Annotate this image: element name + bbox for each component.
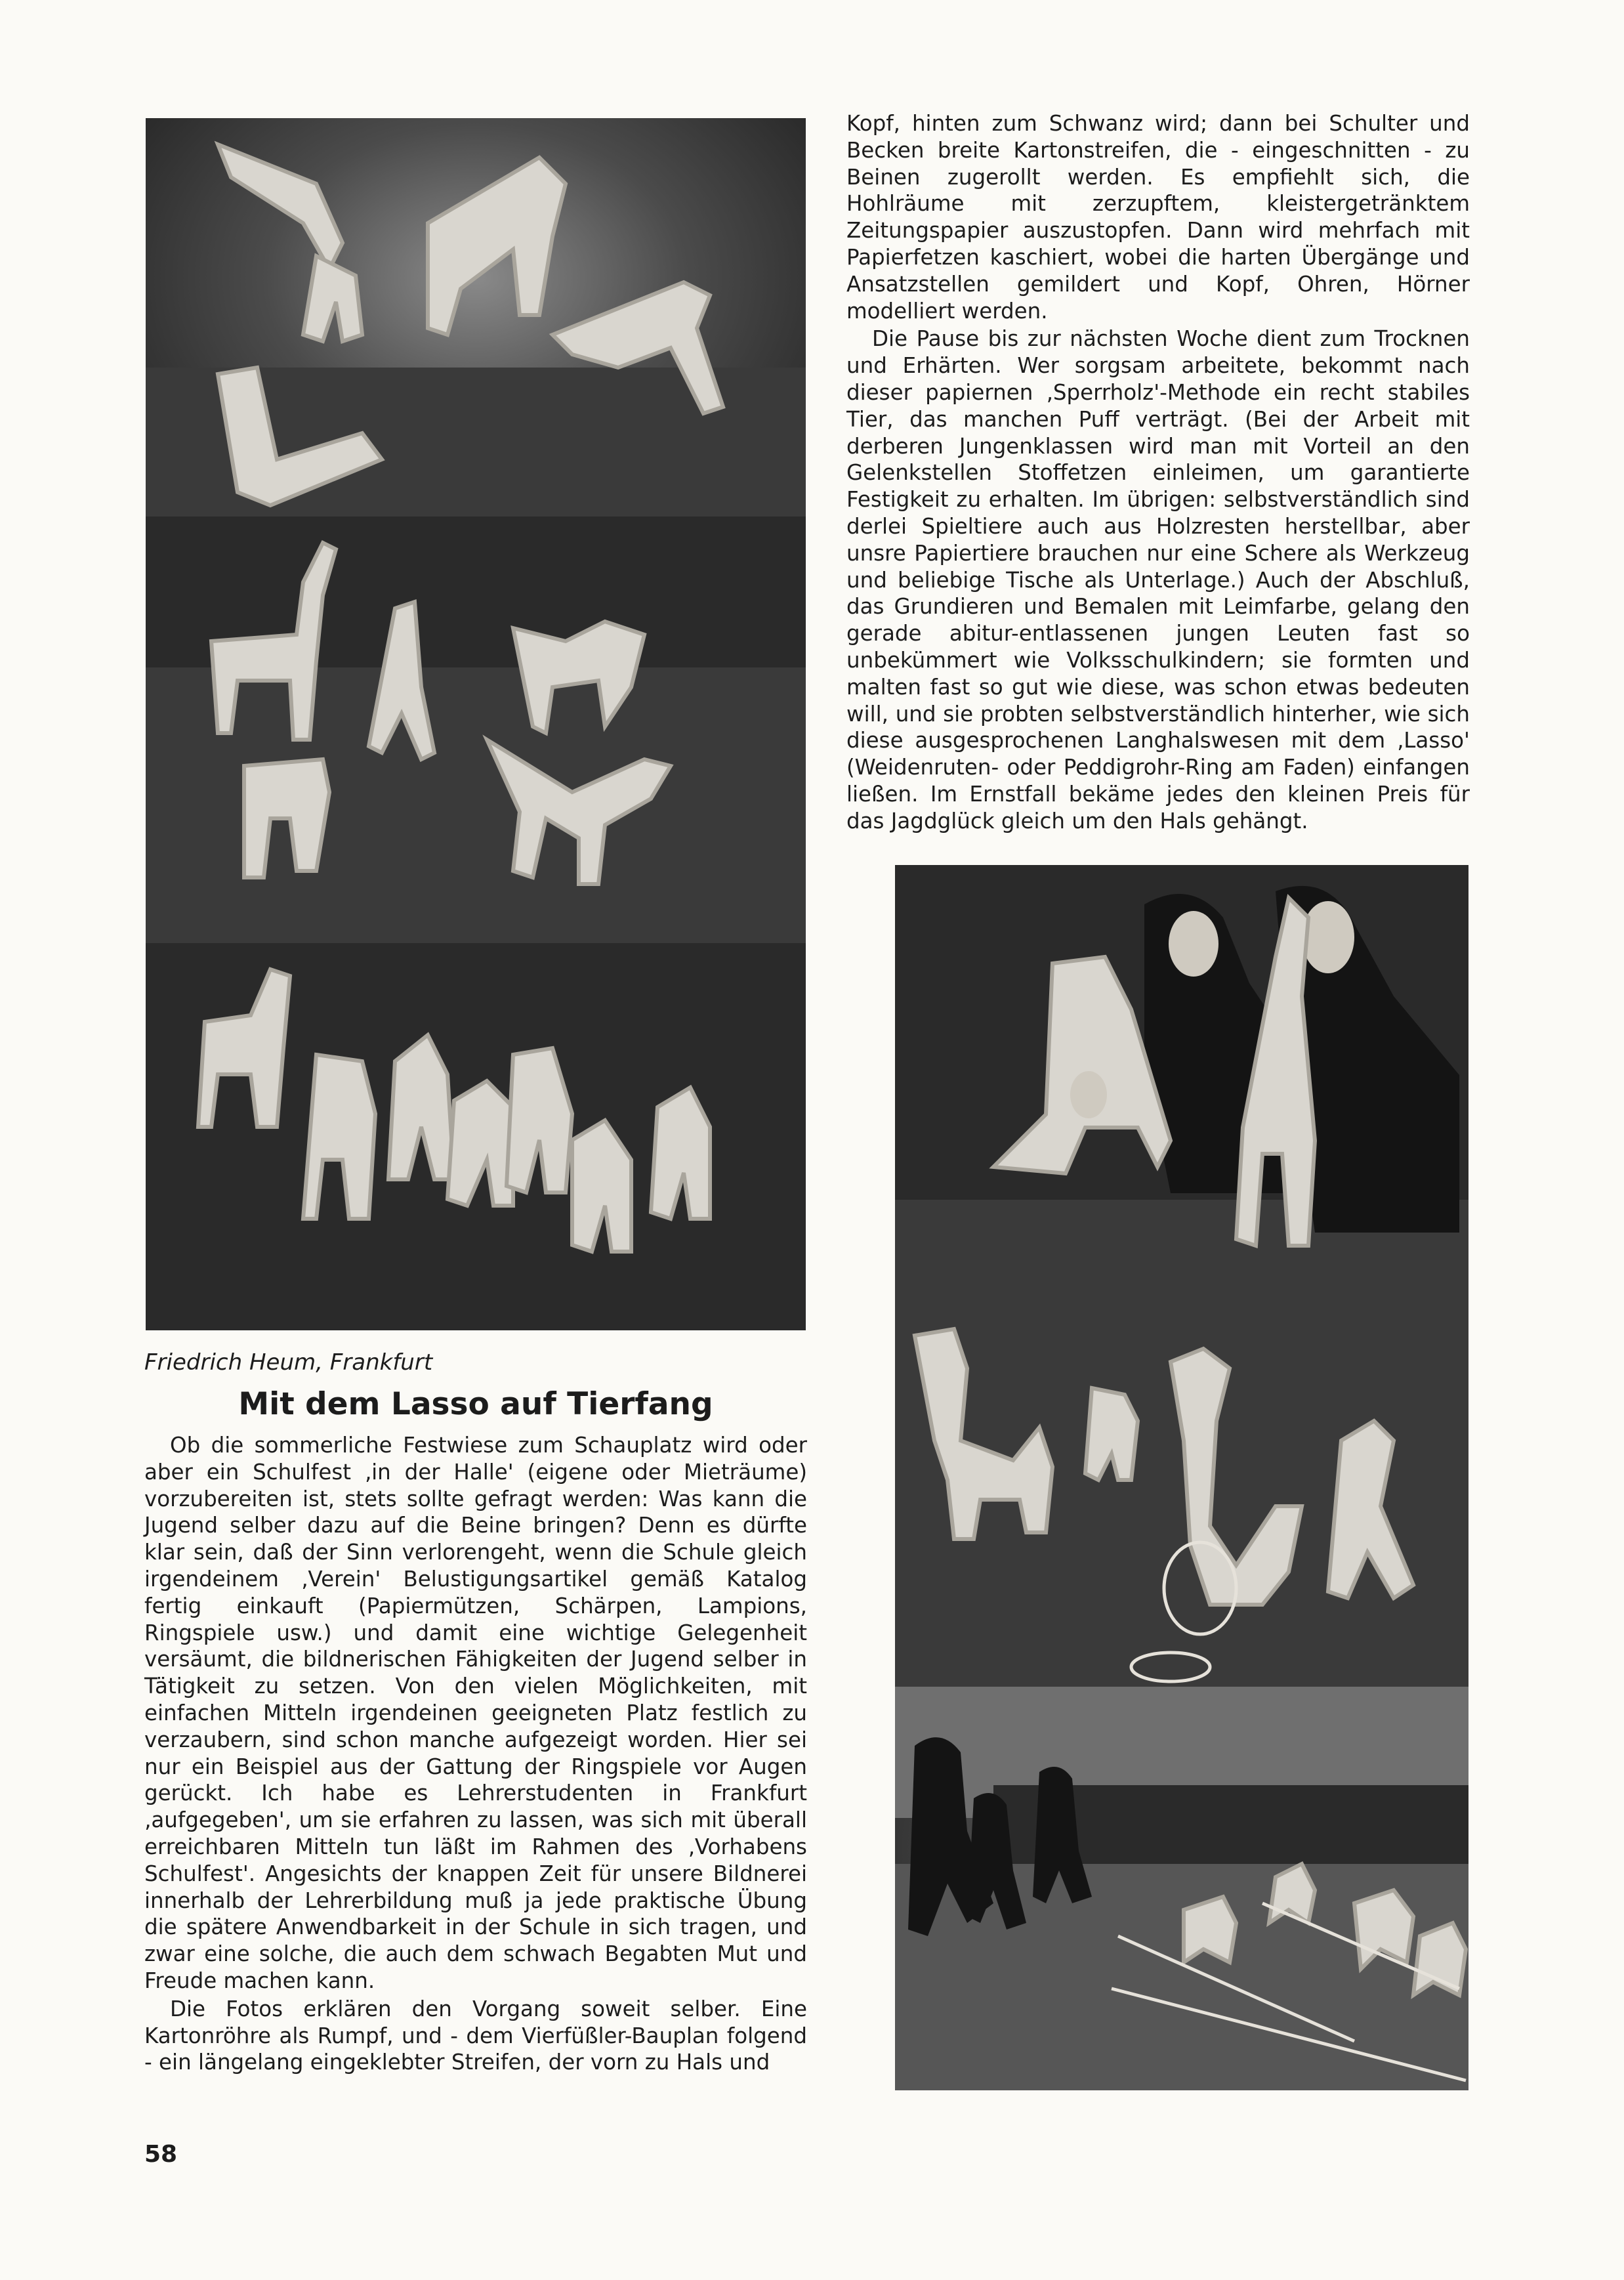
right-paragraph-1: Kopf, hinten zum Schwanz wird; dann bei Schulter und Becken breite Kartonstreifen, die - eingeschnitten - zu Beinen zugerollt werden. Es empfiehlt sich, die Hohlräume mit zerzupftem, kleistergetränktem Zeitungspapier auszustopfen. Dann wird mehrfach mit Papierfetzen kaschiert, wobei die harten Übergänge und Ansatzstellen gemildert und Kopf, Ohren, Hörner modelliert werden.: [846, 111, 1470, 324]
article-author: Friedrich Heum, Frankfurt: [144, 1349, 433, 1376]
left-column-text: [144, 1432, 807, 2077]
left-paragraph-2: Die Fotos erklären den Vorgang soweit selber. Eine Kartonröhre als Rumpf, und - dem Vierfüßler-Bauplan folgend - ein längelang eingeklebter Streifen, der vorn zu Hals und: [144, 1996, 807, 2075]
photo-painted-animals-with-rings: [895, 1309, 1468, 1687]
photo-finished-white-animals: [146, 943, 806, 1330]
page-number: 58: [144, 2141, 178, 2168]
left-paragraph-1: Ob die sommerliche Festwiese zum Schauplatz wird oder aber ein Schulfest ‚in der Halle' (eigene oder Mieträume) vorzubereiten ist, stets sollte gefragt werden: Was kann die Jugend selber dazu auf die Beine bringen? Denn es dürfte klar sein, daß der Sinn verlorengeht, wenn die Schule gleich irgendeinem ‚Verein' Belustigungsartikel gemäß Katalog fertig einkauft (Papiermützen, Schärpen, Lampions, Ringspiele usw.) und damit eine wichtige Gelegenheit versäumt, die bildnerischen Fähigkeiten der Jugend selber in Tätigkeit zu setzen. Von den vielen Möglichkeiten, mit einfachen Mitteln irgendeinen geeigneten Platz festlich zu verzaubern, sind schon manche aufgezeigt worden. Hier sei nur ein Beispiel aus der Gattung der Ringspiele vor Augen gerückt. Ich habe es Lehrerstudenten in Frankfurt ‚aufgegeben', um sie erfahren zu lassen, was sich mit überall erreichbaren Mitteln tun läßt im Rahmen des ‚Vorhabens Schulfest'. Angesichts der knappen Zeit für unsere Bildnerei innerhalb der Lehrerbildung muß ja jede praktische Übung die spätere Anwendbarkeit in der Schule in sich tragen, und zwar eine solche, die auch dem schwach Begabten Mut und Freude machen kann.: [144, 1433, 807, 1993]
photo-unfinished-animals: [146, 517, 806, 943]
photo-paper-tubes: [146, 118, 806, 517]
photo-schoolyard-lasso-game: [895, 1687, 1468, 2090]
right-column-text: [846, 110, 1470, 836]
right-paragraph-2: Die Pause bis zur nächsten Woche dient zum Trocknen und Erhärten. Wer sorgsam arbeitete, bekommt nach dieser papiernen ‚Sperrholz'-Methode ein recht stabiles Tier, das manchen Puff verträgt. (Bei der Arbeit mit derberen Jungenklassen wird man mit Vorteil an den Gelenkstellen Stoffetzen einleimen, um garantierte Festigkeit zu erhalten. Im übrigen: selbstverständlich sind derlei Spieltiere auch aus Holzresten herstellbar, aber unsre Papiertiere brauchen nur eine Schere als Werkzeug und beliebige Tische als Unterlage.) Auch der Abschluß, das Grundieren und Bemalen mit Leimfarbe, gelang den gerade abitur-entlassenen jungen Leuten fast so unbekümmert wie Volksschulkindern; sie formten und malten fast so gut wie diese, was schon etwas bedeuten will, und sie probten selbstverständlich hinterher, wie sich diese ausgesprochenen Langhalswesen mit dem ‚Lasso' (Weidenruten- oder Peddigrohr-Ring am Faden) einfangen ließen. Im Ernstfall bekäme jedes den kleinen Preis für das Jagdglück gleich um den Hals gehängt.: [846, 326, 1470, 834]
article-title: Mit dem Lasso auf Tierfang: [238, 1386, 713, 1422]
photo-students-modelling: [895, 865, 1468, 1309]
